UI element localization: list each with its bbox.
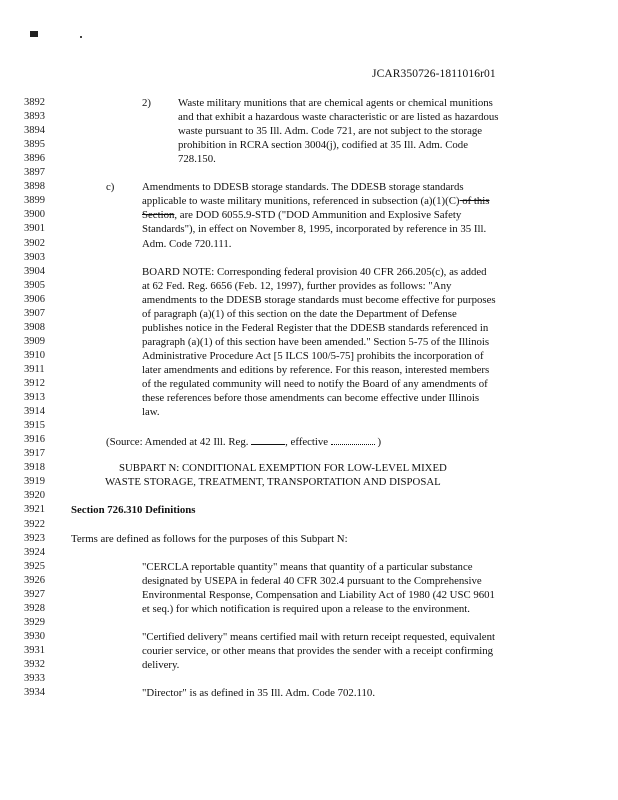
text-segment: Environmental Response, Compensation and Liability Act of 1980 (42 USC 9601: [142, 588, 495, 601]
text-segment: prohibition in RCRA section 3004(j), codified at 35 Ill. Adm. Code: [178, 139, 468, 152]
text-segment: amendments to the DDESB storage standards must become effective for purposes: [142, 293, 496, 306]
text-line: [142, 562, 473, 573]
line-number: 3906: [24, 293, 45, 305]
text-line: [142, 323, 488, 334]
text-segment: Waste military munitions that are chemical agents or chemical munitions: [178, 97, 493, 109]
line-number: 3922: [24, 518, 45, 530]
line-number: 3931: [24, 644, 45, 656]
text-line: [142, 239, 231, 250]
text-segment: later amendments and editions by reference. For this reason, interested members: [142, 363, 490, 376]
scan-speck: [80, 36, 82, 38]
text-line: [142, 379, 488, 390]
text-segment: 728.150.: [178, 153, 216, 166]
line-number: 3932: [24, 659, 45, 670]
text-segment: delivery.: [142, 659, 180, 671]
line-number: 3898: [24, 181, 45, 193]
line-number: 3912: [24, 378, 45, 389]
text-line: [105, 477, 441, 488]
line-number: 3895: [24, 139, 45, 151]
line-number: 3918: [24, 462, 45, 474]
line-number: 3930: [24, 630, 45, 642]
document-id: JCAR350726-1811016r01: [372, 68, 496, 80]
text-line: [142, 590, 495, 601]
text-segment: (Source: Amended at 42 Ill. Reg.: [106, 436, 252, 449]
text-line: [142, 393, 479, 404]
text-line: [142, 196, 490, 207]
text-segment: applicable to waste military munitions, referenced in subsection (a)(1)(C): [142, 195, 460, 208]
text-line: [142, 281, 451, 292]
line-number: 3919: [24, 476, 45, 488]
line-number: 3915: [24, 420, 45, 432]
line-number: 3920: [24, 490, 45, 502]
text-segment: courier service, or other means that provides the sender with a receipt confirming: [142, 644, 494, 657]
text-line: [142, 309, 457, 320]
text-segment: ): [374, 436, 382, 449]
text-segment: Terms are defined as follows for the purposes of this Subpart N:: [71, 532, 348, 545]
line-number: 3903: [24, 251, 45, 263]
line-number: 3928: [24, 602, 45, 614]
line-number: 3901: [24, 223, 45, 235]
line-number: 3909: [24, 335, 45, 347]
line-number: 3925: [24, 560, 45, 572]
text-line: [178, 112, 498, 123]
text-line: [142, 210, 461, 221]
text-line: [119, 463, 447, 474]
line-number: 3924: [24, 546, 45, 558]
text-line: [142, 97, 493, 109]
line-number: 3923: [24, 532, 45, 544]
text-line: [142, 224, 486, 235]
text-segment: "CERCLA reportable quantity" means that quantity of a particular substance: [142, 560, 473, 573]
line-number: 3900: [24, 209, 45, 221]
line-number: 3934: [24, 687, 45, 699]
text-segment: "Director" is as defined in 35 Ill. Adm. Code 702.110.: [142, 687, 376, 700]
text-segment: BOARD NOTE: Corresponding federal provision 40 CFR 266.205(c), as added: [142, 265, 487, 278]
line-number: 3917: [24, 448, 45, 460]
text-line: [142, 295, 496, 306]
text-line: [142, 660, 179, 671]
text-segment: law.: [142, 406, 160, 419]
line-number: 3933: [24, 673, 45, 685]
text-line: [142, 604, 470, 615]
text-segment: waste pursuant to 35 Ill. Adm. Code 721, are not subject to the storage: [178, 125, 483, 138]
text-segment: and that exhibit a hazardous waste characteristic or are listed as hazardous: [178, 111, 499, 124]
line-number: 3892: [24, 97, 45, 108]
text-line: [142, 646, 493, 657]
text-line: [142, 337, 489, 348]
text-line: [142, 407, 160, 418]
line-number: 3907: [24, 307, 45, 319]
struck-text: Section: [142, 209, 175, 222]
text-segment: Administrative Procedure Act [5 ILCS 100/5-75] prohibits the incorporation of: [142, 349, 484, 362]
text-line: [178, 154, 216, 165]
line-number: 3904: [24, 265, 45, 277]
line-number: 3908: [24, 321, 45, 333]
text-segment: Adm. Code 720.111.: [142, 237, 232, 250]
text-line: [71, 505, 195, 516]
line-number: 3926: [24, 574, 45, 586]
text-segment: Standards"), in effect on November 8, 1995, incorporated by reference in 35 Ill.: [142, 223, 487, 236]
text-line: [142, 688, 375, 699]
line-number: 3916: [24, 434, 45, 446]
text-line: [71, 534, 348, 545]
text-segment: of paragraph (a)(1) of this section on the date the Department of Defense: [142, 307, 457, 320]
line-number: 3911: [24, 363, 45, 375]
text-line: [106, 435, 381, 448]
text-segment: at 62 Fed. Reg. 6656 (Feb. 12, 1997), further provides as follows: "Any: [142, 279, 452, 292]
line-number: 3894: [24, 125, 45, 137]
text-segment: paragraph (a)(1) of this section have been amended." Section 5-75 of the Illinois: [142, 335, 490, 348]
line-number: 3899: [24, 195, 45, 207]
line-number: 3902: [24, 237, 45, 249]
text-segment: , are DOD 6055.9-STD ("DOD Ammunition and Explosive Safety: [174, 209, 462, 222]
line-number: 3921: [24, 504, 45, 516]
text-line: [142, 365, 489, 376]
text-line: [142, 576, 482, 587]
scan-mark: [30, 31, 38, 37]
struck-text: of this: [459, 195, 490, 208]
text-segment: Amendments to DDESB storage standards. The DDESB storage standards: [142, 181, 464, 194]
line-number: 3927: [24, 588, 45, 600]
line-number: 3913: [24, 392, 45, 404]
line-number: 3929: [24, 616, 45, 628]
text-line: [106, 181, 464, 194]
text-line: [142, 351, 484, 362]
line-number: 3914: [24, 406, 45, 418]
blank-effective-date-field: [331, 435, 375, 445]
text-segment: Section 726.310 Definitions: [71, 504, 196, 517]
text-segment: designated by USEPA in federal 40 CFR 302.4 pursuant to the Comprehensive: [142, 574, 482, 587]
text-segment: SUBPART N: CONDITIONAL EXEMPTION FOR LOW-LEVEL MIXED: [119, 462, 447, 475]
text-segment: , effective: [285, 436, 331, 449]
text-segment: of the regulated community will need to notify the Board of any amendments of: [142, 378, 488, 390]
text-segment: et seq.) for which notification is required upon a release to the environment.: [142, 602, 470, 615]
text-segment: WASTE STORAGE, TREATMENT, TRANSPORTATION AND DISPOSAL: [105, 476, 441, 489]
text-segment: c): [106, 181, 115, 194]
text-line: [178, 140, 468, 151]
line-number: 3897: [24, 167, 45, 179]
text-line: [142, 632, 495, 643]
text-segment: publishes notice in the Federal Register that the DDESB standards referenced in: [142, 321, 489, 334]
line-number: 3896: [24, 153, 45, 165]
text-segment: 2): [142, 97, 151, 109]
blank-issue-field: [251, 435, 285, 445]
text-segment: "Certified delivery" means certified mail with return receipt requested, equivalent: [142, 630, 495, 643]
text-segment: these references before those amendments can become effective under Illinois: [142, 392, 480, 405]
text-line: [178, 126, 482, 137]
text-line: [142, 267, 487, 278]
line-number: 3893: [24, 111, 45, 123]
line-number: 3905: [24, 279, 45, 291]
line-number: 3910: [24, 349, 45, 361]
